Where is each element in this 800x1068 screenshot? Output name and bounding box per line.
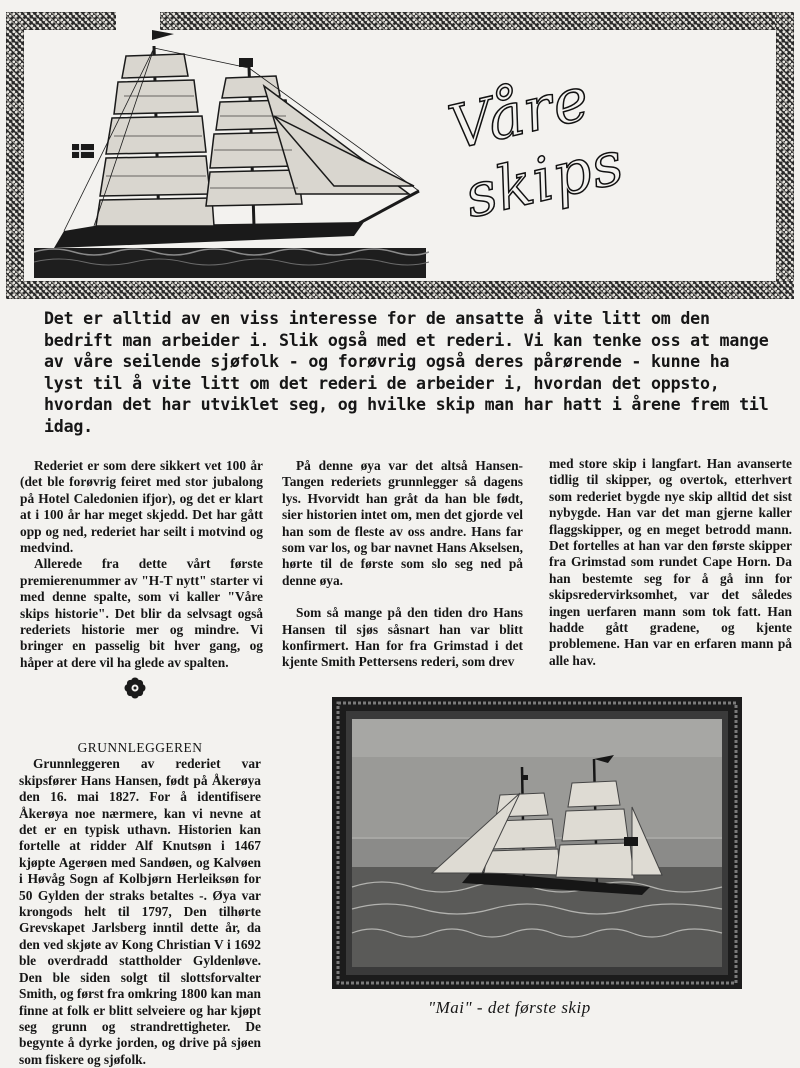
article-column-4 xyxy=(19,740,261,1068)
col1-paragraph-2: Allerede fra dette vårt første premierenummer av "H-T nytt" starter vi med denne spalte, som vi kaller "Våre skips historie". Det blir da selvsagt også rederiets historie mer og mindre. Vi bringer en passelig bit hver gang, og håper at dere vil ha glede av spalten. xyxy=(20,556,263,670)
col2-paragraph-2: Som så mange på den tiden dro Hans Hansen til sjøs såsnart han var blitt konfirmert. Han for fra Grimstad i det kjente Smith Pettersens rederi, som drev xyxy=(282,605,523,670)
col4-paragraph-1: Grunnleggeren av rederiet var skipsfører Hans Hansen, født på Åkerøya den 16. mai 1827. For å identifisere Åkerøya noe nærmere, kan vi nevne at det er en typisk uthavn. Historien kan fortelle at ridder Alf Knutsøn i 1467 kjøpte Agerøen med Sandøen, og Kalvøen i Høvåg Sogn af Kolbjørn Herleiksøn for 50 Gylden der straks betaltes -. Øya var krongods helt til 1797, Den tilhørte Grevskapet Jarlsberg inntil dette år, da den ved skjøte av Kong Christian V i 1692 ble overdradd stattholder Gyldenløve. Den ble siden solgt til slottsforvalter Smith, og først fra omkring 1800 kan man finne at folk er blitt selveiere og har kjøpt seg grunn og strandrettigheter. De begynte å dyrke jorden, og drive på sjøen som fiskere og sjøfolk. xyxy=(19,756,261,1067)
flower-ornament-icon xyxy=(124,677,146,699)
article-column-2 xyxy=(282,458,523,671)
intro-paragraph: Det er alltid av en viss interesse for de ansatte å vite litt om den bedrift man arbeider i. Slik også med et rederi. Vi kan tenke oss at mange av våre seilende sjøfolk - og forøvrig også deres pårørende - kunne ha lyst til å vite litt om det rederi de arbeider i, hvordan det oppsto, hvordan det har utviklet seg, og hvilke skip man har hatt i årene frem til idag. xyxy=(44,309,769,436)
banner-border-left xyxy=(6,12,24,299)
col3-paragraph-1: med store skip i langfart. Han avanserte tidlig til skipper, og overtok, etterhvert som rederiet bygde nye skip alltid det sist nybygde. Han var det man gjerne kaller flaggskipper, og en meget betrodd mann. Det fortelles at han var den første skipper fra Grimstad som rundet Cape Horn. Da han bestemte seg for å gå inn for skipsredervirksomhet, var det således ingen uerfaren mann som tok fatt. Han hadde gått gradene, og kjente problemene. Han var en erfaren mann på alle hav. xyxy=(549,456,792,668)
banner-border-bottom xyxy=(6,281,794,299)
article-column-3 xyxy=(549,456,792,669)
col1-paragraph-1: Rederiet er som dere sikkert vet 100 år (det ble forøvrig feiret med stor jubalong på Hotel Caledonien ifjor), og det er klart at i 100 år har meget skjedd. Det har gått opp og ned, rederiet har seilt i motvind og medvind. xyxy=(20,458,263,556)
sailing-ship-illustration xyxy=(34,26,429,278)
col2-paragraph-1: På denne øya var det altså Hansen-Tangen rederiets grunnlegger så dagens lys. Hvorvidt han gråt da han ble født, sier historien intet om, men det gjorde vel han som de fleste av oss andre. Hans far som var los, og bar navnet Hans Akselsen, hørte til de første som slo seg ned på denne øya. xyxy=(282,458,523,588)
section-heading: GRUNNLEGGEREN xyxy=(77,740,203,755)
header-banner xyxy=(6,12,794,299)
article-column-1 xyxy=(20,458,263,671)
painting-caption: "Mai" - det første skip xyxy=(428,998,591,1017)
ship-painting xyxy=(332,697,742,989)
page-title: Våre skips xyxy=(442,63,631,232)
